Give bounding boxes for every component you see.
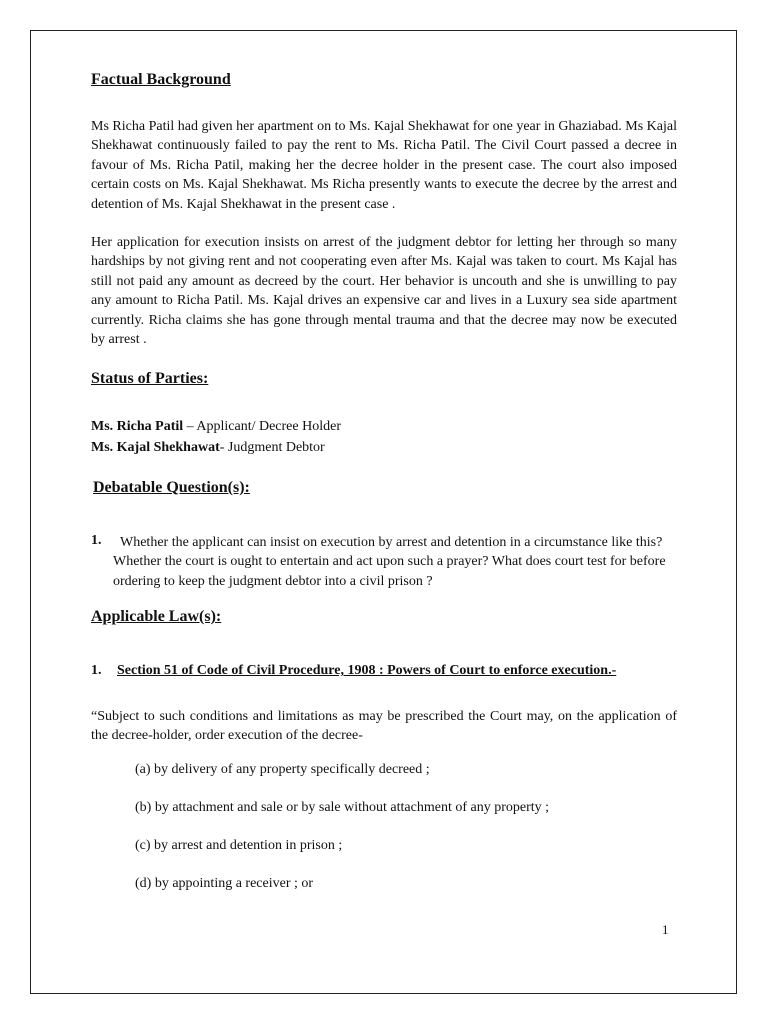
law-number: 1. [91,663,102,678]
factual-background-heading: Factual Background [91,71,231,88]
debatable-questions-heading: Debatable Question(s): [93,479,250,496]
law-section-title: Section 51 of Code of Civil Procedure, 1908 : Powers of Court to enforce execution.- [117,663,617,678]
party-1 [91,417,341,436]
question-line-3: ordering to keep the judgment debtor into a civil prison ? [113,574,433,589]
factual-background-paragraph-1: Ms Richa Patil had given her apartment on to Ms. Kajal Shekhawat for one year in Ghaziabad. Ms Kajal Shekhawat continuously failed to pay the rent to Ms. Richa Patil. The Civil Court passed a decree in favour of Ms. Richa Patil, making her the decree holder in the present case. The court also imposed certain costs on Ms. Kajal Shekhawat. Ms Richa presently wants to execute the decree by the arrest and detention of Ms. Kajal Shekhawat in the present case . [91,119,677,212]
law-item-a: (a) by delivery of any property specifically decreed ; [135,762,430,777]
law-item-d: (d) by appointing a receiver ; or [135,876,314,891]
question-line-1: Whether the applicant can insist on execution by arrest and detention in a circumstance like this? [120,535,663,550]
question-line-2: Whether the court is ought to entertain and act upon such a prayer? What does court test for before [113,554,666,569]
page-number: 1 [662,922,669,937]
question-number: 1. [91,533,102,548]
party-2-role: - Judgment Debtor [219,440,325,455]
party-1-name: Ms. Richa Patil [91,419,184,434]
applicable-laws-heading: Applicable Law(s): [91,608,222,625]
law-item-b: (b) by attachment and sale or by sale without attachment of any property ; [135,800,550,815]
party-1-role: – Applicant/ Decree Holder [183,419,341,434]
status-of-parties-heading: Status of Parties: [91,370,209,387]
party-2 [91,438,325,457]
law-quote: “Subject to such conditions and limitations as may be prescribed the Court may, on the application of the decree-holder, order execution of the decree- [91,709,677,744]
party-2-name: Ms. Kajal Shekhawat [91,440,220,455]
law-item-c: (c) by arrest and detention in prison ; [135,838,343,853]
factual-background-paragraph-2: Her application for execution insists on arrest of the judgment debtor for letting her through so many hardships by not giving rent and not cooperating even after Ms. Kajal was taken to court. Ms Kajal has still not paid any amount as decreed by the court. Her behavior is uncouth and she is unwilling to pay any amount to Richa Patil. Ms. Kajal drives an expensive car and lives in a Luxury sea side apartment currently. Richa claims she has gone through mental trauma and that the decree may now be executed by arrest . [91,235,677,348]
